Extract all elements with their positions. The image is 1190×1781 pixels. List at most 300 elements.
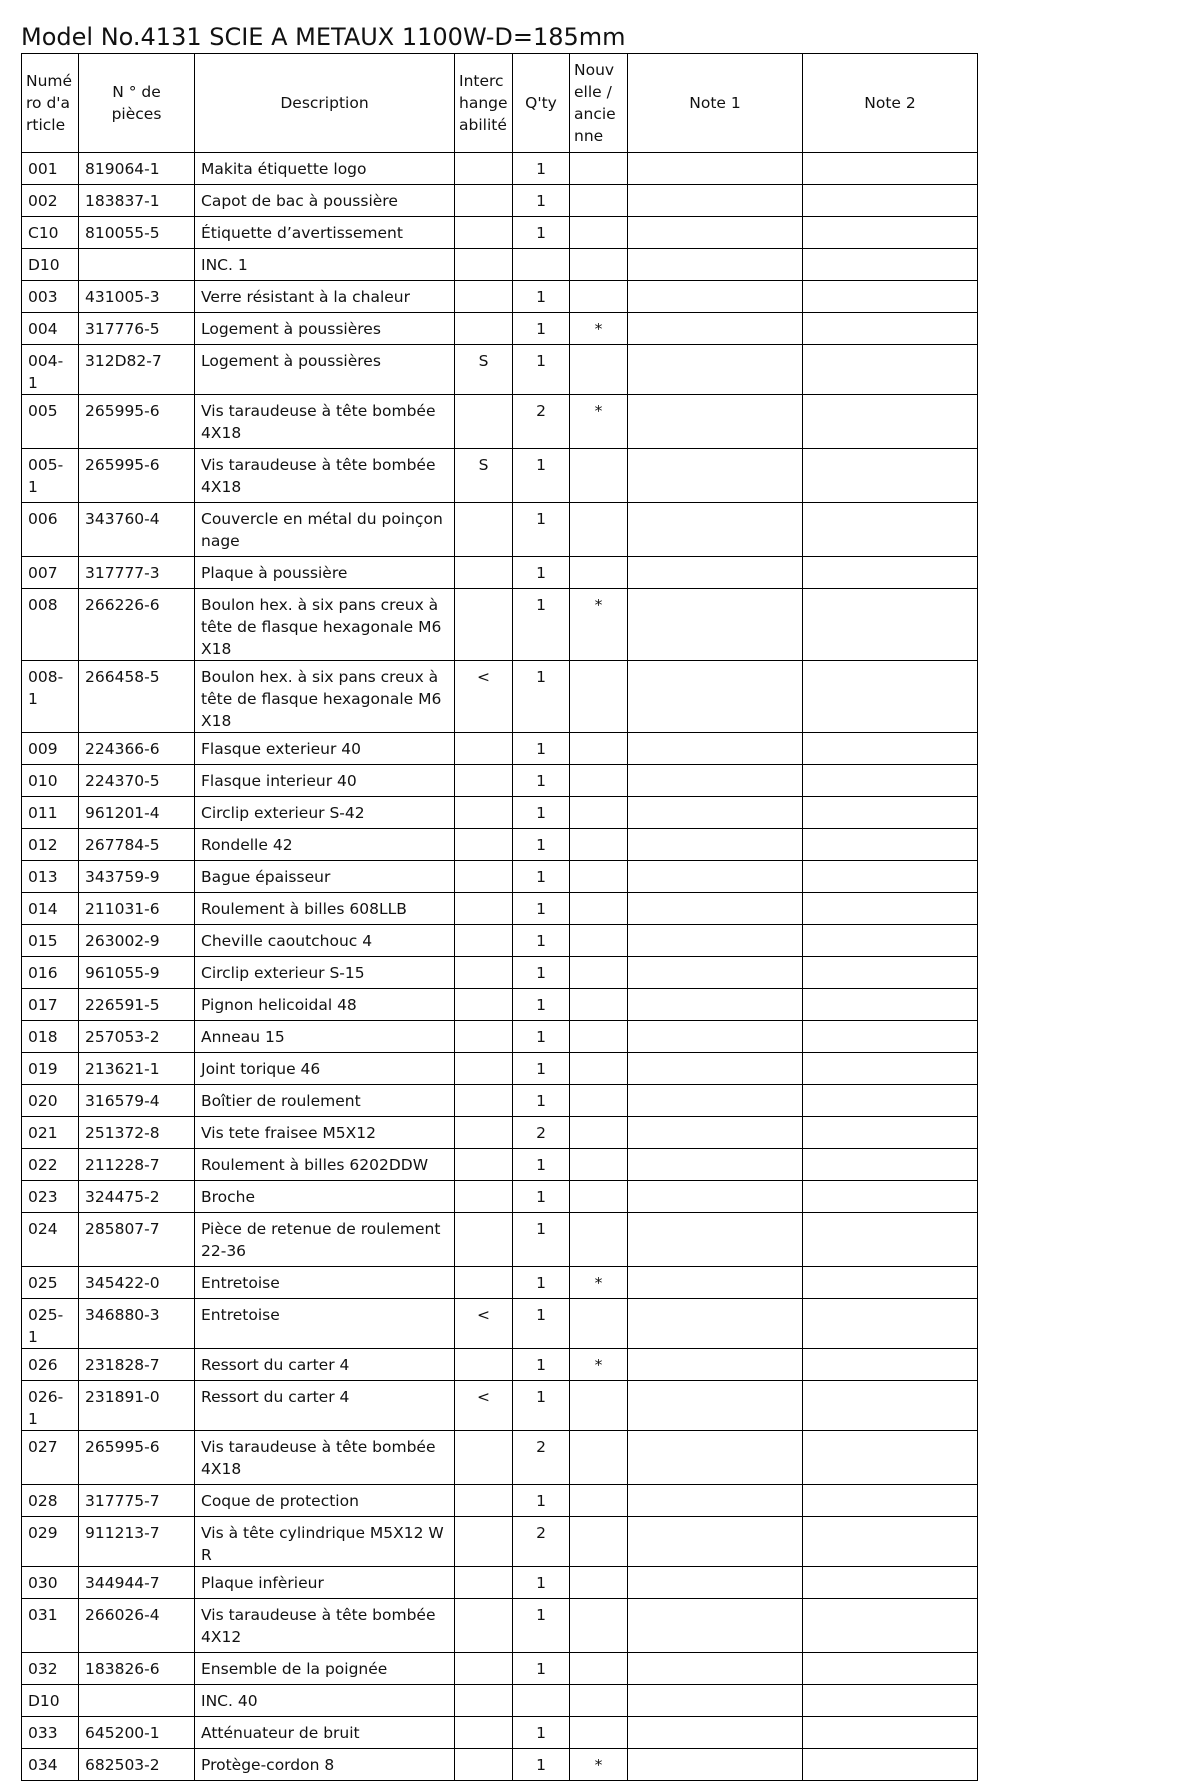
cell-note-2 [803, 1021, 978, 1053]
cell-item-number: 014 [22, 893, 79, 925]
cell-item-number: 023 [22, 1181, 79, 1213]
cell-note-2 [803, 765, 978, 797]
cell-item-number: 004 [22, 313, 79, 345]
cell-note-2 [803, 1431, 978, 1485]
cell-interchangeability [455, 1181, 513, 1213]
cell-note-2 [803, 313, 978, 345]
cell-quantity: 1 [513, 589, 570, 661]
table-row [22, 797, 978, 829]
cell-new-old [570, 281, 628, 313]
cell-quantity: 2 [513, 1517, 570, 1567]
cell-note-2 [803, 1653, 978, 1685]
cell-quantity: 1 [513, 1053, 570, 1085]
table-row [22, 1567, 978, 1599]
cell-quantity: 2 [513, 1431, 570, 1485]
table-row [22, 661, 978, 733]
cell-description: Vis taraudeuse à tête bombée 4X18 [195, 1431, 455, 1485]
cell-new-old [570, 1213, 628, 1267]
cell-item-number: C10 [22, 217, 79, 249]
cell-new-old [570, 661, 628, 733]
cell-note-1 [628, 503, 803, 557]
cell-interchangeability: S [455, 449, 513, 503]
cell-note-2 [803, 557, 978, 589]
cell-new-old: * [570, 1267, 628, 1299]
cell-new-old [570, 893, 628, 925]
cell-note-1 [628, 1349, 803, 1381]
table-row [22, 281, 978, 313]
cell-interchangeability: < [455, 661, 513, 733]
cell-item-number: 032 [22, 1653, 79, 1685]
cell-part-number: 266226-6 [79, 589, 195, 661]
cell-note-2 [803, 249, 978, 281]
cell-part-number: 213621-1 [79, 1053, 195, 1085]
cell-item-number: 013 [22, 861, 79, 893]
cell-quantity: 1 [513, 1213, 570, 1267]
cell-description: Circlip exterieur S-42 [195, 797, 455, 829]
cell-note-1 [628, 345, 803, 395]
cell-note-2 [803, 1381, 978, 1431]
cell-item-number: 008 [22, 589, 79, 661]
cell-item-number: 028 [22, 1485, 79, 1517]
cell-interchangeability [455, 1749, 513, 1781]
cell-note-2 [803, 1749, 978, 1781]
cell-note-2 [803, 503, 978, 557]
cell-new-old [570, 1653, 628, 1685]
cell-note-1 [628, 1149, 803, 1181]
page-title: Model No.4131 SCIE A METAUX 1100W-D=185mm [21, 23, 626, 51]
cell-quantity: 1 [513, 153, 570, 185]
cell-new-old [570, 1517, 628, 1567]
cell-description: Ensemble de la poignée [195, 1653, 455, 1685]
cell-item-number: 022 [22, 1149, 79, 1181]
cell-interchangeability [455, 1021, 513, 1053]
cell-description: Protège-cordon 8 [195, 1749, 455, 1781]
cell-quantity: 1 [513, 1567, 570, 1599]
cell-description: Atténuateur de bruit [195, 1717, 455, 1749]
cell-part-number: 231891-0 [79, 1381, 195, 1431]
header-note-1: Note 1 [628, 54, 803, 153]
cell-quantity: 1 [513, 1349, 570, 1381]
cell-part-number: 344944-7 [79, 1567, 195, 1599]
cell-part-number: 682503-2 [79, 1749, 195, 1781]
cell-description: Plaque à poussière [195, 557, 455, 589]
cell-new-old [570, 557, 628, 589]
cell-interchangeability [455, 1685, 513, 1717]
table-row [22, 185, 978, 217]
cell-description: Circlip exterieur S-15 [195, 957, 455, 989]
cell-new-old [570, 957, 628, 989]
table-row [22, 957, 978, 989]
cell-note-2 [803, 1599, 978, 1653]
cell-item-number: 034 [22, 1749, 79, 1781]
cell-item-number: D10 [22, 1685, 79, 1717]
cell-item-number: 025-1 [22, 1299, 79, 1349]
cell-description: Couvercle en métal du poinçonnage [195, 503, 455, 557]
cell-note-1 [628, 281, 803, 313]
table-header-row [22, 54, 978, 153]
header-new-old: Nouvelle / ancienne [570, 54, 628, 153]
cell-description: Étiquette d’avertissement [195, 217, 455, 249]
cell-new-old [570, 765, 628, 797]
table-row [22, 733, 978, 765]
cell-new-old [570, 733, 628, 765]
cell-description: Joint torique 46 [195, 1053, 455, 1085]
cell-note-2 [803, 1117, 978, 1149]
cell-interchangeability [455, 1431, 513, 1485]
cell-note-1 [628, 1299, 803, 1349]
cell-item-number: 016 [22, 957, 79, 989]
cell-interchangeability [455, 217, 513, 249]
cell-part-number: 257053-2 [79, 1021, 195, 1053]
cell-item-number: 010 [22, 765, 79, 797]
cell-note-2 [803, 589, 978, 661]
table-row [22, 989, 978, 1021]
cell-part-number: 183837-1 [79, 185, 195, 217]
cell-interchangeability [455, 1517, 513, 1567]
cell-note-1 [628, 797, 803, 829]
table-row [22, 1749, 978, 1781]
cell-description: Anneau 15 [195, 1021, 455, 1053]
cell-new-old: * [570, 1349, 628, 1381]
cell-part-number: 645200-1 [79, 1717, 195, 1749]
cell-item-number: 009 [22, 733, 79, 765]
table-row [22, 925, 978, 957]
cell-interchangeability [455, 829, 513, 861]
cell-description: Flasque exterieur 40 [195, 733, 455, 765]
cell-new-old [570, 829, 628, 861]
cell-part-number [79, 249, 195, 281]
cell-item-number: 002 [22, 185, 79, 217]
cell-note-2 [803, 153, 978, 185]
cell-item-number: 006 [22, 503, 79, 557]
table-row [22, 1653, 978, 1685]
cell-note-1 [628, 1117, 803, 1149]
cell-note-1 [628, 733, 803, 765]
cell-new-old [570, 1685, 628, 1717]
table-row [22, 313, 978, 345]
cell-part-number: 317777-3 [79, 557, 195, 589]
cell-new-old [570, 249, 628, 281]
cell-item-number: 011 [22, 797, 79, 829]
cell-description: Makita étiquette logo [195, 153, 455, 185]
cell-note-1 [628, 1653, 803, 1685]
cell-new-old: * [570, 589, 628, 661]
table-row [22, 1117, 978, 1149]
cell-quantity: 1 [513, 1485, 570, 1517]
cell-description: Plaque infèrieur [195, 1567, 455, 1599]
cell-item-number: 019 [22, 1053, 79, 1085]
cell-quantity: 1 [513, 449, 570, 503]
cell-quantity: 1 [513, 1181, 570, 1213]
cell-interchangeability [455, 1053, 513, 1085]
cell-description: Roulement à billes 6202DDW [195, 1149, 455, 1181]
cell-quantity: 1 [513, 893, 570, 925]
cell-quantity: 1 [513, 281, 570, 313]
cell-item-number: 018 [22, 1021, 79, 1053]
cell-quantity: 1 [513, 345, 570, 395]
table-row [22, 1599, 978, 1653]
table-row [22, 345, 978, 395]
cell-description: Vis tete fraisee M5X12 [195, 1117, 455, 1149]
header-quantity: Q'ty [513, 54, 570, 153]
cell-interchangeability [455, 1485, 513, 1517]
cell-interchangeability [455, 185, 513, 217]
cell-note-2 [803, 861, 978, 893]
header-part-number: N ° de pièces [79, 54, 195, 153]
cell-new-old [570, 185, 628, 217]
cell-quantity: 1 [513, 1149, 570, 1181]
cell-description: INC. 1 [195, 249, 455, 281]
cell-part-number: 346880-3 [79, 1299, 195, 1349]
cell-note-1 [628, 313, 803, 345]
cell-part-number: 231828-7 [79, 1349, 195, 1381]
cell-new-old [570, 1381, 628, 1431]
cell-description: INC. 40 [195, 1685, 455, 1717]
table-row [22, 1181, 978, 1213]
cell-quantity: 1 [513, 1717, 570, 1749]
cell-description: Capot de bac à poussière [195, 185, 455, 217]
cell-interchangeability [455, 957, 513, 989]
cell-description: Ressort du carter 4 [195, 1381, 455, 1431]
cell-quantity: 1 [513, 861, 570, 893]
cell-interchangeability [455, 989, 513, 1021]
cell-note-1 [628, 1021, 803, 1053]
cell-part-number: 317775-7 [79, 1485, 195, 1517]
header-interchangeability: Interchangeabilité [455, 54, 513, 153]
cell-interchangeability: S [455, 345, 513, 395]
cell-item-number: 033 [22, 1717, 79, 1749]
cell-interchangeability: < [455, 1381, 513, 1431]
cell-interchangeability [455, 1653, 513, 1685]
cell-new-old [570, 503, 628, 557]
cell-quantity: 1 [513, 797, 570, 829]
cell-note-1 [628, 957, 803, 989]
cell-part-number: 312D82-7 [79, 345, 195, 395]
cell-new-old [570, 345, 628, 395]
cell-note-2 [803, 1517, 978, 1567]
cell-new-old: * [570, 395, 628, 449]
cell-item-number: 025 [22, 1267, 79, 1299]
cell-new-old [570, 1717, 628, 1749]
table-row [22, 217, 978, 249]
cell-item-number: 003 [22, 281, 79, 313]
cell-note-1 [628, 1381, 803, 1431]
cell-interchangeability [455, 1567, 513, 1599]
cell-description: Logement à poussières [195, 345, 455, 395]
cell-quantity: 1 [513, 217, 570, 249]
cell-description: Entretoise [195, 1299, 455, 1349]
cell-part-number: 211031-6 [79, 893, 195, 925]
cell-quantity: 1 [513, 661, 570, 733]
cell-quantity: 1 [513, 829, 570, 861]
cell-note-2 [803, 281, 978, 313]
cell-description: Pignon helicoidal 48 [195, 989, 455, 1021]
cell-note-2 [803, 1717, 978, 1749]
cell-description: Entretoise [195, 1267, 455, 1299]
table-row [22, 1053, 978, 1085]
cell-note-2 [803, 395, 978, 449]
cell-note-2 [803, 217, 978, 249]
cell-note-1 [628, 1517, 803, 1567]
cell-item-number: 012 [22, 829, 79, 861]
cell-note-2 [803, 829, 978, 861]
table-row [22, 1213, 978, 1267]
cell-part-number: 265995-6 [79, 1431, 195, 1485]
cell-note-1 [628, 217, 803, 249]
cell-description: Pièce de retenue de roulement 22-36 [195, 1213, 455, 1267]
table-row [22, 557, 978, 589]
cell-note-1 [628, 185, 803, 217]
cell-part-number: 343760-4 [79, 503, 195, 557]
cell-new-old [570, 1599, 628, 1653]
cell-description: Boîtier de roulement [195, 1085, 455, 1117]
cell-item-number: 005 [22, 395, 79, 449]
table-row [22, 249, 978, 281]
cell-note-1 [628, 1685, 803, 1717]
cell-interchangeability [455, 1599, 513, 1653]
cell-description: Boulon hex. à six pans creux à tête de flasque hexagonale M6X18 [195, 589, 455, 661]
cell-interchangeability [455, 925, 513, 957]
cell-part-number: 251372-8 [79, 1117, 195, 1149]
cell-note-2 [803, 1053, 978, 1085]
header-description: Description [195, 54, 455, 153]
cell-note-2 [803, 1299, 978, 1349]
cell-new-old [570, 1021, 628, 1053]
cell-note-1 [628, 1181, 803, 1213]
cell-interchangeability [455, 1117, 513, 1149]
cell-part-number: 224370-5 [79, 765, 195, 797]
table-row [22, 1021, 978, 1053]
cell-new-old [570, 1117, 628, 1149]
cell-interchangeability [455, 1717, 513, 1749]
cell-item-number: 026 [22, 1349, 79, 1381]
cell-part-number: 819064-1 [79, 153, 195, 185]
table-row [22, 1717, 978, 1749]
cell-part-number: 285807-7 [79, 1213, 195, 1267]
cell-note-1 [628, 1749, 803, 1781]
cell-quantity: 1 [513, 1599, 570, 1653]
cell-quantity: 1 [513, 1299, 570, 1349]
cell-interchangeability [455, 249, 513, 281]
cell-part-number: 266458-5 [79, 661, 195, 733]
table-row [22, 893, 978, 925]
cell-quantity: 1 [513, 1267, 570, 1299]
cell-note-1 [628, 1599, 803, 1653]
header-item-number: Numéro d'article [22, 54, 79, 153]
cell-note-1 [628, 1085, 803, 1117]
cell-description: Vis taraudeuse à tête bombée 4X18 [195, 449, 455, 503]
cell-item-number: 008-1 [22, 661, 79, 733]
cell-part-number: 343759-9 [79, 861, 195, 893]
cell-item-number: 021 [22, 1117, 79, 1149]
cell-new-old [570, 861, 628, 893]
cell-part-number: 316579-4 [79, 1085, 195, 1117]
cell-part-number: 265995-6 [79, 449, 195, 503]
cell-item-number: 024 [22, 1213, 79, 1267]
cell-new-old [570, 153, 628, 185]
cell-description: Rondelle 42 [195, 829, 455, 861]
cell-part-number: 810055-5 [79, 217, 195, 249]
cell-note-2 [803, 1685, 978, 1717]
cell-part-number [79, 1685, 195, 1717]
cell-new-old [570, 989, 628, 1021]
cell-note-2 [803, 185, 978, 217]
cell-description: Boulon hex. à six pans creux à tête de flasque hexagonale M6X18 [195, 661, 455, 733]
cell-description: Logement à poussières [195, 313, 455, 345]
cell-description: Broche [195, 1181, 455, 1213]
cell-description: Vis taraudeuse à tête bombée 4X12 [195, 1599, 455, 1653]
header-note-2: Note 2 [803, 54, 978, 153]
table-row [22, 1517, 978, 1567]
cell-note-1 [628, 589, 803, 661]
cell-note-1 [628, 893, 803, 925]
cell-note-2 [803, 1567, 978, 1599]
cell-new-old [570, 1149, 628, 1181]
cell-note-1 [628, 395, 803, 449]
cell-new-old [570, 1299, 628, 1349]
cell-quantity: 2 [513, 1117, 570, 1149]
cell-interchangeability [455, 503, 513, 557]
cell-new-old: * [570, 313, 628, 345]
cell-interchangeability: < [455, 1299, 513, 1349]
cell-item-number: 005-1 [22, 449, 79, 503]
cell-description: Vis taraudeuse à tête bombée 4X18 [195, 395, 455, 449]
cell-note-1 [628, 1567, 803, 1599]
cell-note-2 [803, 345, 978, 395]
cell-part-number: 317776-5 [79, 313, 195, 345]
cell-note-2 [803, 989, 978, 1021]
cell-new-old [570, 1053, 628, 1085]
cell-part-number: 911213-7 [79, 1517, 195, 1567]
cell-interchangeability [455, 1085, 513, 1117]
cell-interchangeability [455, 861, 513, 893]
cell-quantity: 1 [513, 765, 570, 797]
cell-note-1 [628, 765, 803, 797]
cell-part-number: 183826-6 [79, 1653, 195, 1685]
cell-quantity: 1 [513, 1381, 570, 1431]
table-row [22, 829, 978, 861]
table-row [22, 861, 978, 893]
cell-part-number: 324475-2 [79, 1181, 195, 1213]
cell-note-2 [803, 1485, 978, 1517]
table-row [22, 1349, 978, 1381]
parts-table [21, 53, 978, 1781]
cell-item-number: 015 [22, 925, 79, 957]
cell-note-1 [628, 829, 803, 861]
cell-note-1 [628, 1213, 803, 1267]
cell-note-1 [628, 1485, 803, 1517]
cell-quantity: 1 [513, 733, 570, 765]
cell-note-2 [803, 797, 978, 829]
cell-quantity: 1 [513, 989, 570, 1021]
cell-quantity: 1 [513, 925, 570, 957]
cell-note-1 [628, 989, 803, 1021]
cell-item-number: 031 [22, 1599, 79, 1653]
cell-item-number: 017 [22, 989, 79, 1021]
cell-new-old [570, 925, 628, 957]
cell-note-2 [803, 1349, 978, 1381]
cell-item-number: 029 [22, 1517, 79, 1567]
cell-note-1 [628, 1717, 803, 1749]
cell-item-number: 007 [22, 557, 79, 589]
cell-item-number: 001 [22, 153, 79, 185]
cell-quantity: 1 [513, 313, 570, 345]
cell-note-2 [803, 1085, 978, 1117]
cell-interchangeability [455, 733, 513, 765]
table-row [22, 1085, 978, 1117]
cell-note-1 [628, 249, 803, 281]
cell-interchangeability [455, 1267, 513, 1299]
